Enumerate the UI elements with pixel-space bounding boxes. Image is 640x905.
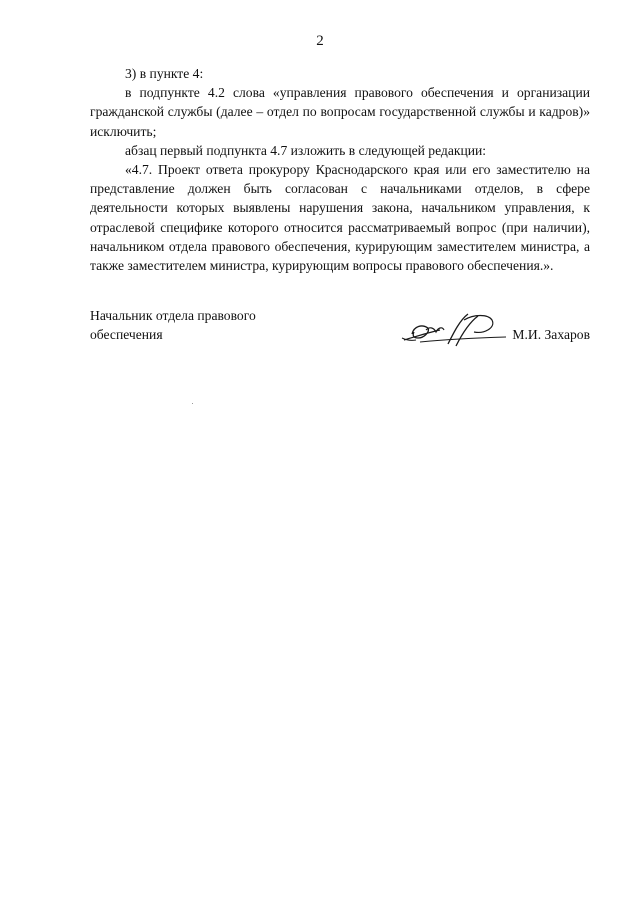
paragraph-subpoint-4-7-text: «4.7. Проект ответа прокурору Краснодарского края или его заместителю на представление должен быть согласован с начальниками отделов, в сфере деятельности которых выявлены нарушения закона, начальником управления, к отраслевой специфике которого относится рассматриваемый вопрос (при наличии), начальником отдела правового обеспечения, курирующим заместителем министра, а также заместителем министра, курирующим вопросы правового обеспечения.». [90,162,590,274]
signer-name: М.И. Захаров [512,327,590,342]
signature-block [90,306,590,344]
paragraph-subpoint-4-7-intro: абзац первый подпункта 4.7 изложить в следующей редакции: [125,142,487,158]
scan-artifact-dot [192,403,193,404]
page-number: 2 [316,33,324,49]
signer-title-line-2: обеспечения [90,327,163,343]
paragraph-item-3: 3) в пункте 4: [125,66,204,81]
signer-title-line-1: Начальник отдела правового [90,308,256,323]
paragraph-subpoint-4-2: в подпункте 4.2 слова «управления правового обеспечения и организации гражданской службы (далее – отдел по вопросам государственной службы и кадров)» исключить; [90,85,590,139]
handwritten-signature-icon [400,310,510,350]
document-body [90,64,590,275]
